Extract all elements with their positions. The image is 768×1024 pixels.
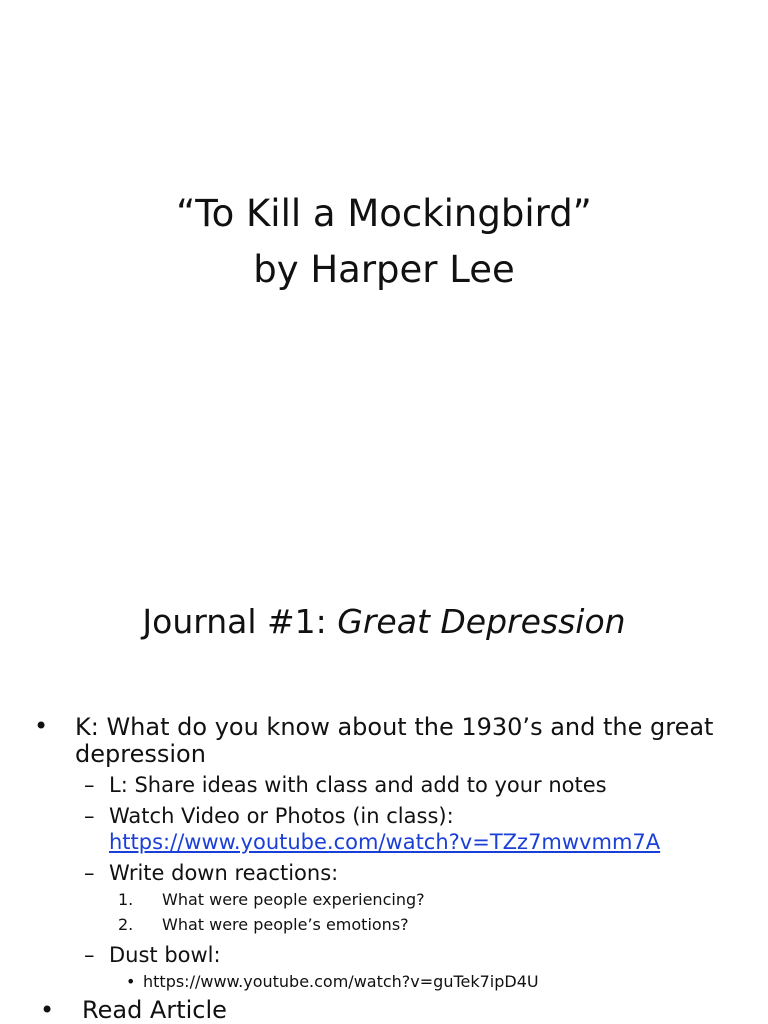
dash-icon: – [84, 804, 95, 828]
journal-title-prefix: Journal #1: [142, 602, 338, 641]
dust-bowl-item: Dust bowl: [109, 943, 221, 967]
reactions-item: Write down reactions: [109, 861, 339, 885]
watch-item: Watch Video or Photos (in class): [109, 804, 454, 828]
numbered-item-text: What were people’s emotions? [162, 915, 409, 934]
dust-bowl-link: https://www.youtube.com/watch?v=guTek7ipD4U [143, 972, 539, 991]
bullet-icon: • [34, 712, 49, 740]
watch-video-link[interactable]: https://www.youtube.com/watch?v=TZz7mwvmm7A [109, 830, 661, 854]
dash-icon: – [84, 861, 95, 885]
numbered-item-marker: 2. [118, 915, 134, 934]
bullet-icon: • [40, 996, 55, 1024]
share-item: L: Share ideas with class and add to your notes [109, 773, 607, 797]
bullet-icon: • [126, 972, 136, 991]
dash-icon: – [84, 943, 95, 967]
numbered-item-text: What were people experiencing? [162, 890, 425, 909]
slide-author: by Harper Lee [253, 248, 515, 291]
k-question-line1: K: What do you know about the 1930’s and the great [75, 713, 714, 741]
numbered-item-marker: 1. [118, 890, 134, 909]
slide-title: “To Kill a Mockingbird” [176, 192, 592, 235]
k-question-line2: depression [75, 740, 206, 768]
journal-title-topic: Great Depression [337, 602, 626, 641]
dash-icon: – [84, 773, 95, 797]
read-article-item: Read Article [82, 996, 227, 1024]
